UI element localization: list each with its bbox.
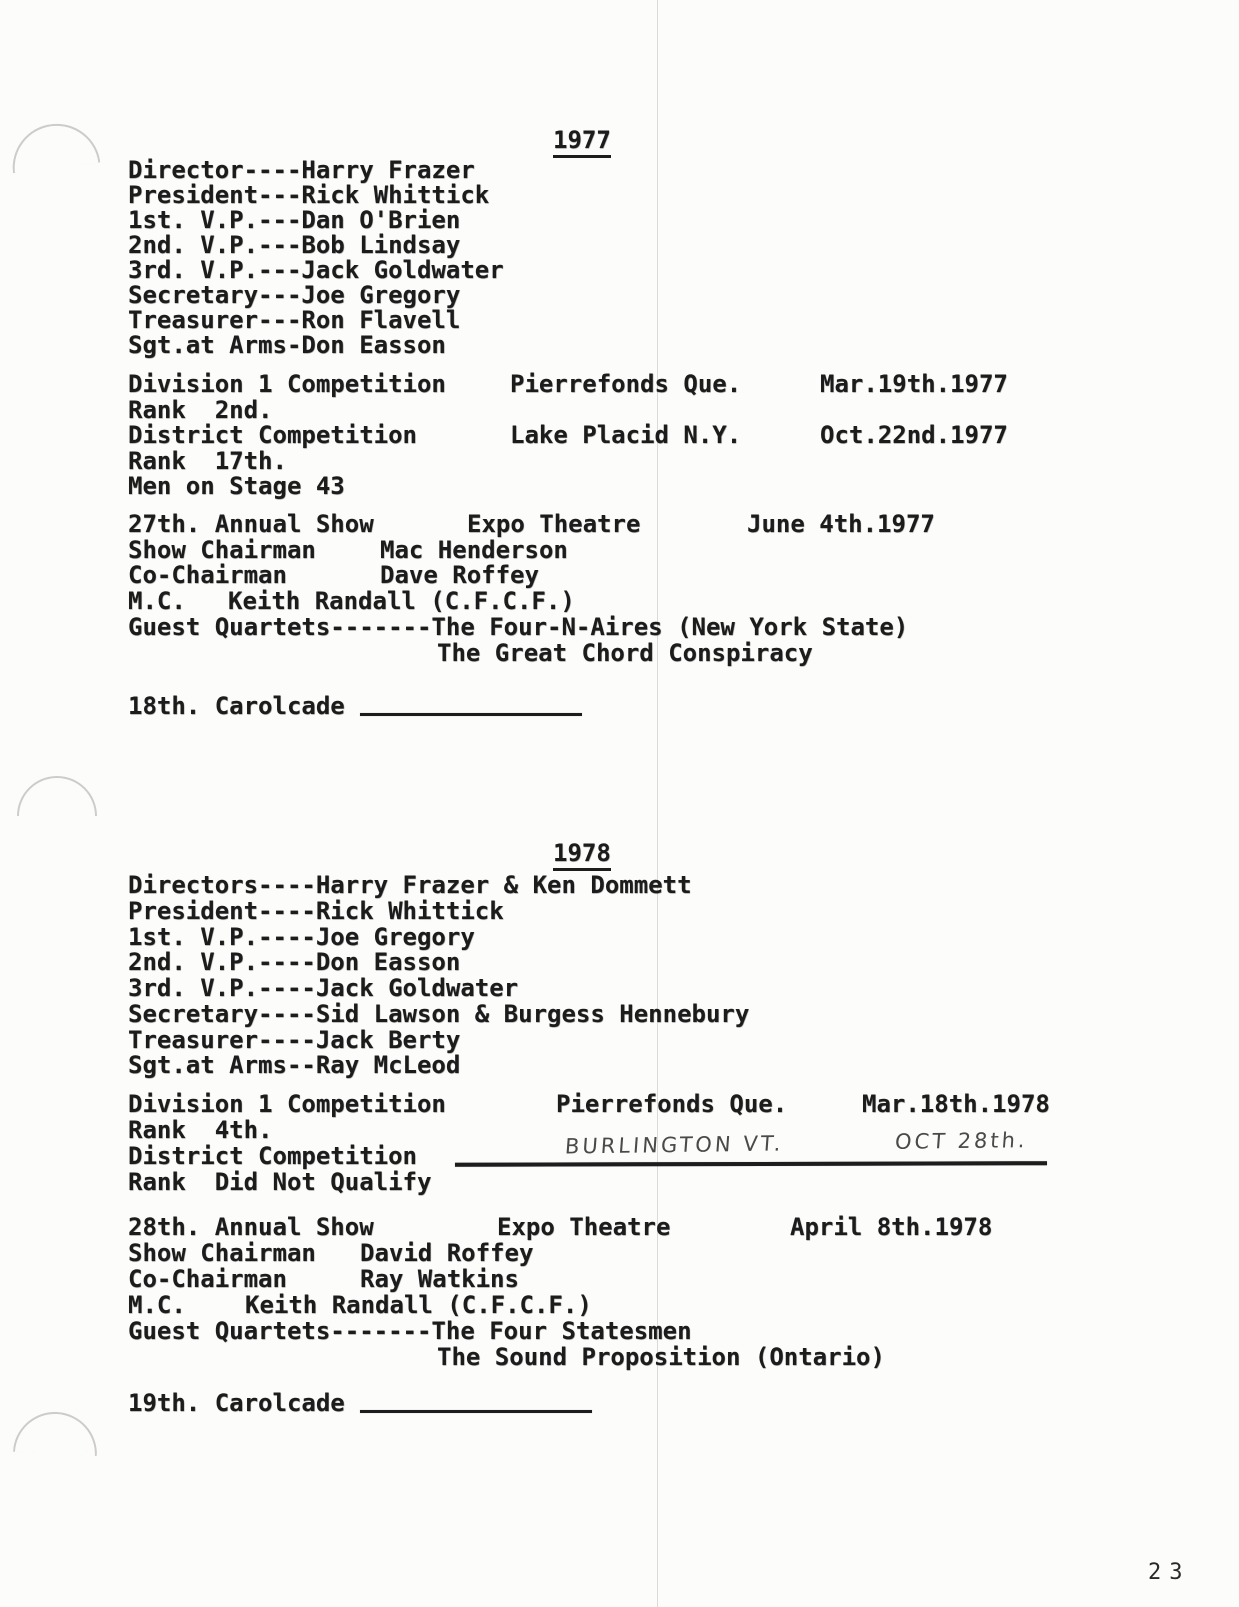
guest-quartet-second-line: The Sound Proposition (Ontario) (437, 1343, 885, 1371)
competition-date: Mar.19th.1977 (820, 370, 1008, 398)
carolcade-blank-line (360, 713, 582, 716)
rank-line: Rank 2nd. (128, 396, 273, 424)
show-chairman-name: David Roffey (360, 1239, 534, 1267)
guest-quartets-line: Guest Quartets-------The Four-N-Aires (New York State) (128, 613, 909, 641)
show-title: 28th. Annual Show (128, 1213, 374, 1241)
officer-line: Secretary---Joe Gregory (128, 281, 461, 309)
binder-ring-mark (17, 776, 97, 816)
show-chairman-name: Mac Henderson (380, 536, 568, 564)
handwritten-underline (455, 1161, 1047, 1167)
mc-label: M.C. (128, 1291, 186, 1319)
competition-location: Pierrefonds Que. (556, 1090, 788, 1118)
officer-line: Treasurer---Ron Flavell (128, 306, 461, 334)
officer-line: Director----Harry Frazer (128, 156, 475, 184)
competition-label: Division 1 Competition (128, 370, 446, 398)
carolcade-blank-line (360, 1410, 592, 1413)
competition-date: Mar.18th.1978 (862, 1090, 1050, 1118)
guest-quartet-second-line: The Great Chord Conspiracy (437, 639, 813, 667)
mc-label: M.C. (128, 587, 186, 615)
cochairman-label: Co-Chairman (128, 1265, 287, 1293)
cochairman-name: Dave Roffey (380, 561, 539, 589)
show-chairman-label: Show Chairman (128, 1239, 316, 1267)
mc-name: Keith Randall (C.F.C.F.) (228, 587, 575, 615)
rank-line: Rank 17th. (128, 447, 287, 475)
binder-ring-mark (8, 119, 101, 173)
officer-line: Directors----Harry Frazer & Ken Dommett (128, 871, 692, 899)
officer-line: 2nd. V.P.---Bob Lindsay (128, 231, 461, 259)
competition-location: Lake Placid N.Y. (510, 421, 742, 449)
competition-label: District Competition (128, 421, 417, 449)
show-date: April 8th.1978 (790, 1213, 993, 1241)
officer-line: Sgt.at Arms-Don Easson (128, 331, 446, 359)
cochairman-label: Co-Chairman (128, 561, 287, 589)
page-number: 23 (1148, 1560, 1191, 1585)
officer-line: Treasurer----Jack Berty (128, 1026, 461, 1054)
officer-line: 1st. V.P.---Dan O'Brien (128, 206, 461, 234)
mc-name: Keith Randall (C.F.C.F.) (245, 1291, 592, 1319)
officer-line: 3rd. V.P.----Jack Goldwater (128, 974, 519, 1002)
show-title: 27th. Annual Show (128, 510, 374, 538)
section-heading-1977: 1977 (553, 127, 611, 158)
rank-line: Rank 4th. (128, 1116, 273, 1144)
competition-location: Pierrefonds Que. (510, 370, 742, 398)
officer-line: President---Rick Whittick (128, 181, 490, 209)
carolcade-label: 19th. Carolcade (128, 1389, 345, 1417)
show-venue: Expo Theatre (497, 1213, 671, 1241)
rank-line: Rank Did Not Qualify (128, 1168, 432, 1196)
officer-line: Sgt.at Arms--Ray McLeod (128, 1051, 461, 1079)
officer-line: President----Rick Whittick (128, 897, 504, 925)
men-on-stage-line: Men on Stage 43 (128, 472, 345, 500)
cochairman-name: Ray Watkins (360, 1265, 519, 1293)
section-heading-1978: 1978 (553, 840, 611, 871)
show-chairman-label: Show Chairman (128, 536, 316, 564)
officer-line: Secretary----Sid Lawson & Burgess Hennebury (128, 1000, 750, 1028)
handwritten-date: OCT 28th. (894, 1128, 1029, 1154)
show-date: June 4th.1977 (747, 510, 935, 538)
binder-ring-mark (13, 1410, 99, 1456)
officer-line: 3rd. V.P.---Jack Goldwater (128, 256, 504, 284)
carolcade-label: 18th. Carolcade (128, 692, 345, 720)
handwritten-location: BURLINGTON VT. (564, 1131, 785, 1159)
officer-line: 2nd. V.P.----Don Easson (128, 948, 461, 976)
show-venue: Expo Theatre (467, 510, 641, 538)
competition-label: Division 1 Competition (128, 1090, 446, 1118)
guest-quartets-line: Guest Quartets-------The Four Statesmen (128, 1317, 692, 1345)
competition-date: Oct.22nd.1977 (820, 421, 1008, 449)
competition-label: District Competition (128, 1142, 417, 1170)
officer-line: 1st. V.P.----Joe Gregory (128, 923, 475, 951)
